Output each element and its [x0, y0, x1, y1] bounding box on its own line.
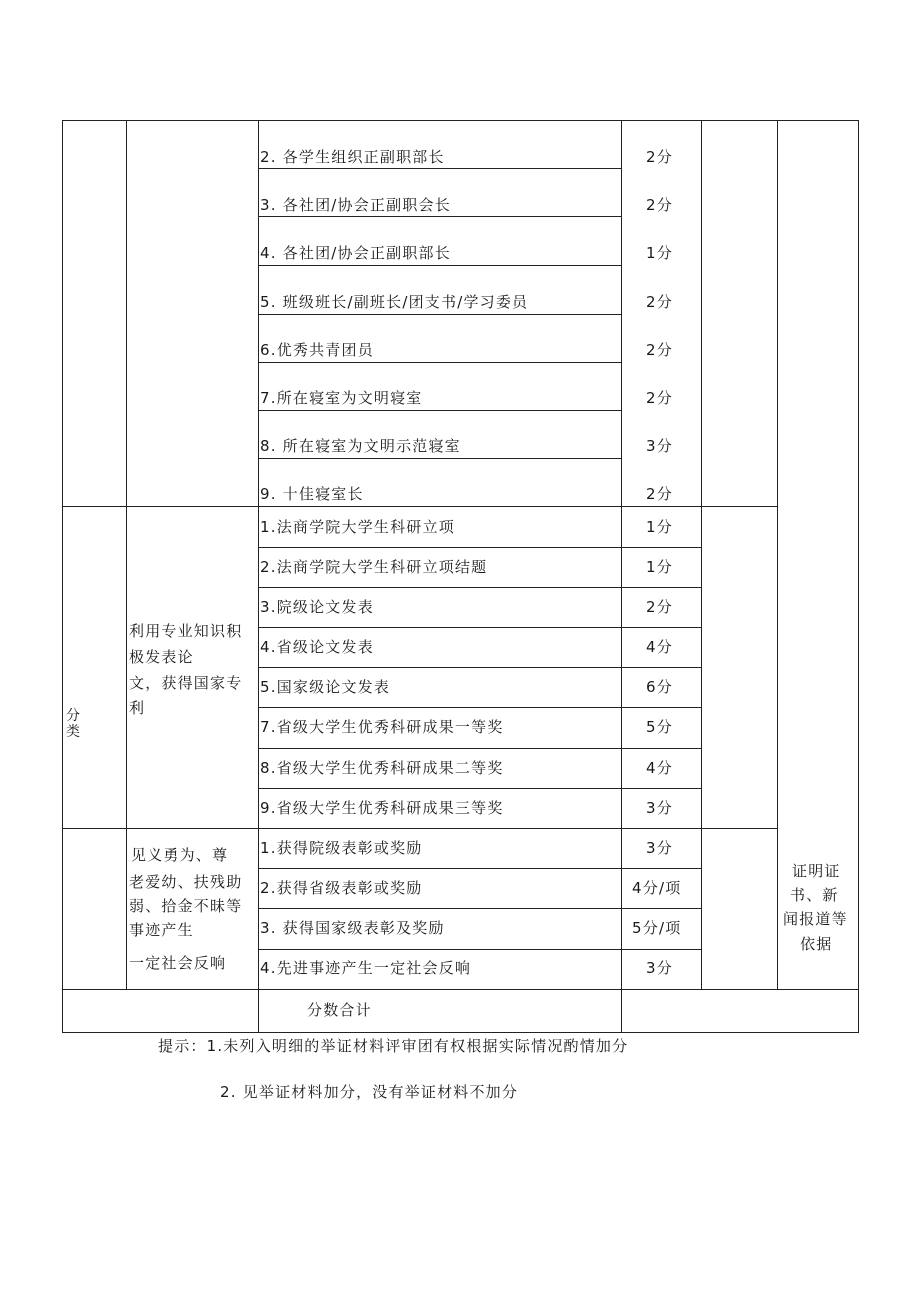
row-line [258, 547, 701, 548]
item-label: 3. 获得国家级表彰及奖励 [260, 919, 445, 937]
col-divider-1 [126, 120, 127, 990]
item-label: 7.省级大学生优秀科研成果一等奖 [260, 718, 504, 736]
evidence-label: 闻报道等 [783, 910, 848, 928]
item-score: 4分 [646, 638, 673, 656]
item-label: 9. 十佳寝室长 [260, 485, 364, 503]
row-line [258, 587, 701, 588]
row-line [258, 908, 701, 909]
row-line [258, 707, 701, 708]
category-label: 文，获得国家专 [129, 674, 243, 692]
item-score: 5分/项 [632, 919, 682, 937]
evidence-label: 依据 [800, 935, 833, 953]
item-label: 4.先进事迹产生一定社会反响 [260, 959, 472, 977]
row-line [258, 362, 622, 363]
item-label: 4.省级论文发表 [260, 638, 374, 656]
item-score: 3分 [646, 959, 673, 977]
total-row-line [62, 989, 859, 990]
item-label: 3. 各社团/协会正副职会长 [260, 196, 451, 214]
row-line [258, 410, 622, 411]
row-line [258, 949, 701, 950]
category-label: 利 [129, 699, 146, 717]
item-score: 2分 [646, 598, 673, 616]
category-label: 极发表论 [129, 648, 194, 666]
row-line [258, 788, 701, 789]
item-score: 1分 [646, 558, 673, 576]
row-line [258, 314, 622, 315]
col-divider-5 [777, 120, 778, 990]
item-score: 2分 [646, 341, 673, 359]
category-label: 弱、拾金不昧等 [129, 897, 243, 915]
item-score: 2分 [646, 485, 673, 503]
item-label: 2.获得省级表彰或奖励 [260, 879, 423, 897]
row-line [258, 168, 622, 169]
item-label: 5.国家级论文发表 [260, 678, 391, 696]
row-line [258, 265, 622, 266]
item-score: 1分 [646, 244, 673, 262]
item-label: 8.省级大学生优秀科研成果二等奖 [260, 759, 504, 777]
row-line [258, 748, 701, 749]
side-label: 分 [66, 708, 82, 724]
item-label: 6.优秀共青团员 [260, 341, 374, 359]
col-divider-3 [621, 120, 622, 1033]
item-label: 7.所在寝室为文明寝室 [260, 389, 423, 407]
item-score: 2分 [646, 196, 673, 214]
table-border-top [62, 120, 859, 121]
item-label: 4. 各社团/协会正副职部长 [260, 244, 451, 262]
item-score: 2分 [646, 293, 673, 311]
col-divider-2 [258, 120, 259, 1033]
row-line [258, 458, 622, 459]
item-label: 8. 所在寝室为文明示范寝室 [260, 437, 461, 455]
note-line-2: 2. 见举证材料加分，没有举证材料不加分 [220, 1083, 519, 1101]
col-divider-4 [701, 120, 702, 990]
item-label: 2.法商学院大学生科研立项结题 [260, 558, 488, 576]
item-label: 5. 班级班长/副班长/团支书/学习委员 [260, 293, 529, 311]
row-line [258, 216, 622, 217]
category-label: 利用专业知识积 [129, 622, 243, 640]
category-label: 见义勇为、尊 [131, 846, 229, 864]
item-score: 1分 [646, 518, 673, 536]
category-label: 一定社会反响 [129, 954, 227, 972]
item-label: 1.获得院级表彰或奖励 [260, 839, 423, 857]
item-score: 5分 [646, 718, 673, 736]
note-line-1: 提示：1.未列入明细的举证材料评审团有权根据实际情况酌情加分 [158, 1037, 629, 1055]
item-label: 1.法商学院大学生科研立项 [260, 518, 455, 536]
item-score: 3分 [646, 437, 673, 455]
item-score: 2分 [646, 389, 673, 407]
row-line [258, 667, 701, 668]
item-label: 2. 各学生组织正副职部长 [260, 148, 445, 166]
item-label: 9.省级大学生优秀科研成果三等奖 [260, 799, 504, 817]
section-divider-bc [62, 828, 778, 829]
evidence-label: 证明证 [792, 862, 841, 880]
item-label: 3.院级论文发表 [260, 598, 374, 616]
table-border-right [858, 120, 859, 1033]
evidence-label: 书、新 [790, 886, 839, 904]
item-score: 3分 [646, 839, 673, 857]
row-line [258, 868, 701, 869]
item-score: 4分/项 [632, 879, 682, 897]
table-border-left [62, 120, 63, 1033]
item-score: 3分 [646, 799, 673, 817]
item-score: 2分 [646, 148, 673, 166]
item-score: 6分 [646, 678, 673, 696]
item-score: 4分 [646, 759, 673, 777]
total-label: 分数合计 [307, 1001, 372, 1019]
section-divider-ab [62, 506, 778, 507]
category-label: 事迹产生 [129, 921, 194, 939]
category-label: 老爱幼、扶残助 [129, 873, 243, 891]
row-line [258, 627, 701, 628]
side-label: 类 [66, 724, 82, 740]
table-border-bottom [62, 1032, 859, 1033]
